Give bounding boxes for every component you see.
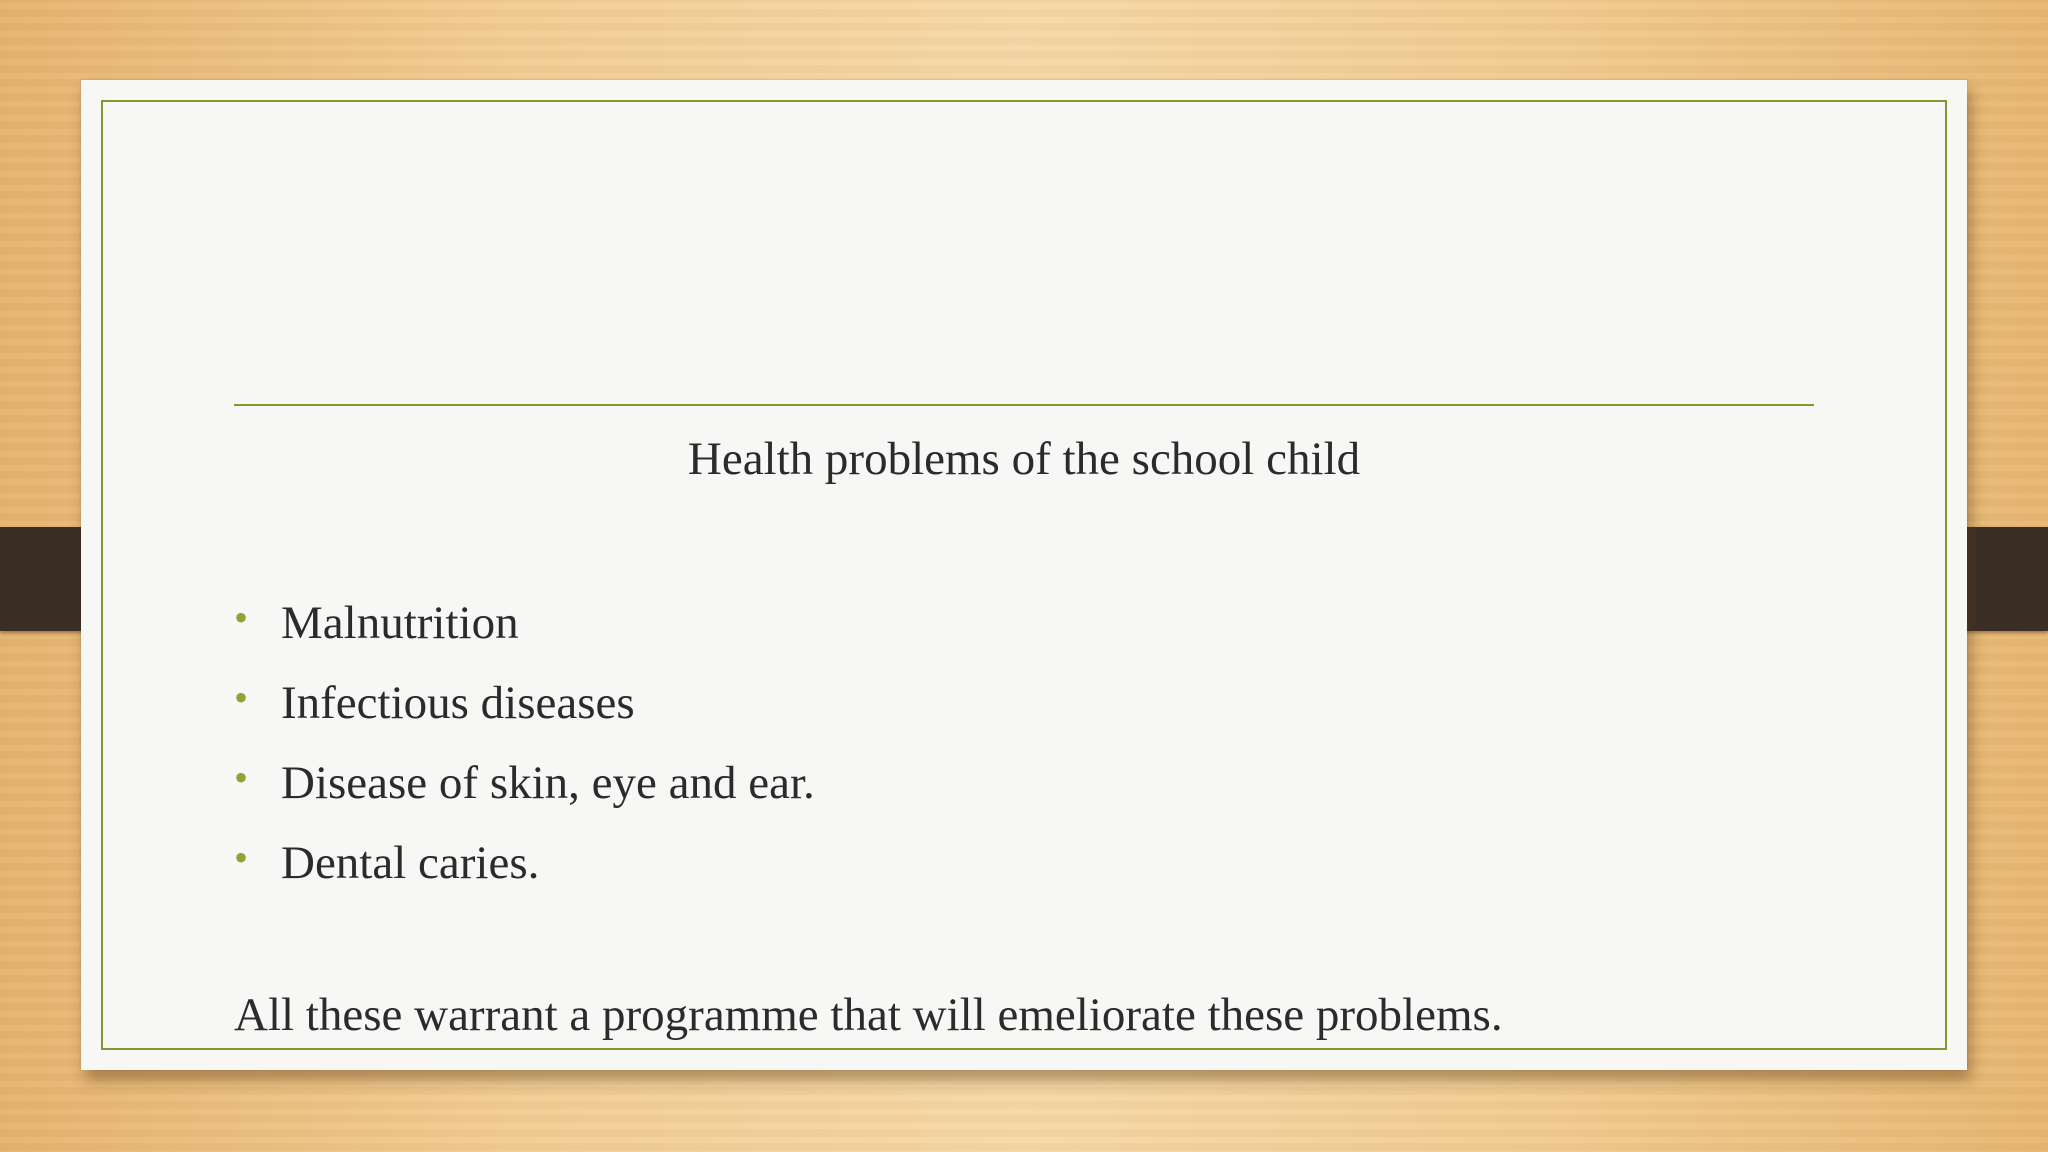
title-divider-line — [234, 404, 1814, 406]
bullet-item — [234, 748, 815, 828]
slide-subtitle: Health problems of the school child — [687, 433, 1361, 485]
bullet-list — [234, 588, 815, 908]
bullet-dot-icon: • — [234, 755, 249, 800]
bullet-text: Infectious diseases — [281, 677, 635, 729]
bullet-dot-icon: • — [234, 675, 249, 720]
bullet-text: Dental caries. — [281, 837, 540, 889]
bullet-dot-icon: • — [234, 835, 249, 880]
bullet-text: Disease of skin, eye and ear. — [281, 757, 815, 809]
bullet-item — [234, 588, 815, 668]
slide-paper — [81, 80, 1967, 1070]
bullet-text: Malnutrition — [281, 597, 519, 649]
bullet-item — [234, 668, 815, 748]
bullet-item — [234, 828, 815, 908]
closing-statement: All these warrant a programme that will emeliorate these problems. — [234, 989, 1503, 1041]
bullet-dot-icon: • — [234, 595, 249, 640]
